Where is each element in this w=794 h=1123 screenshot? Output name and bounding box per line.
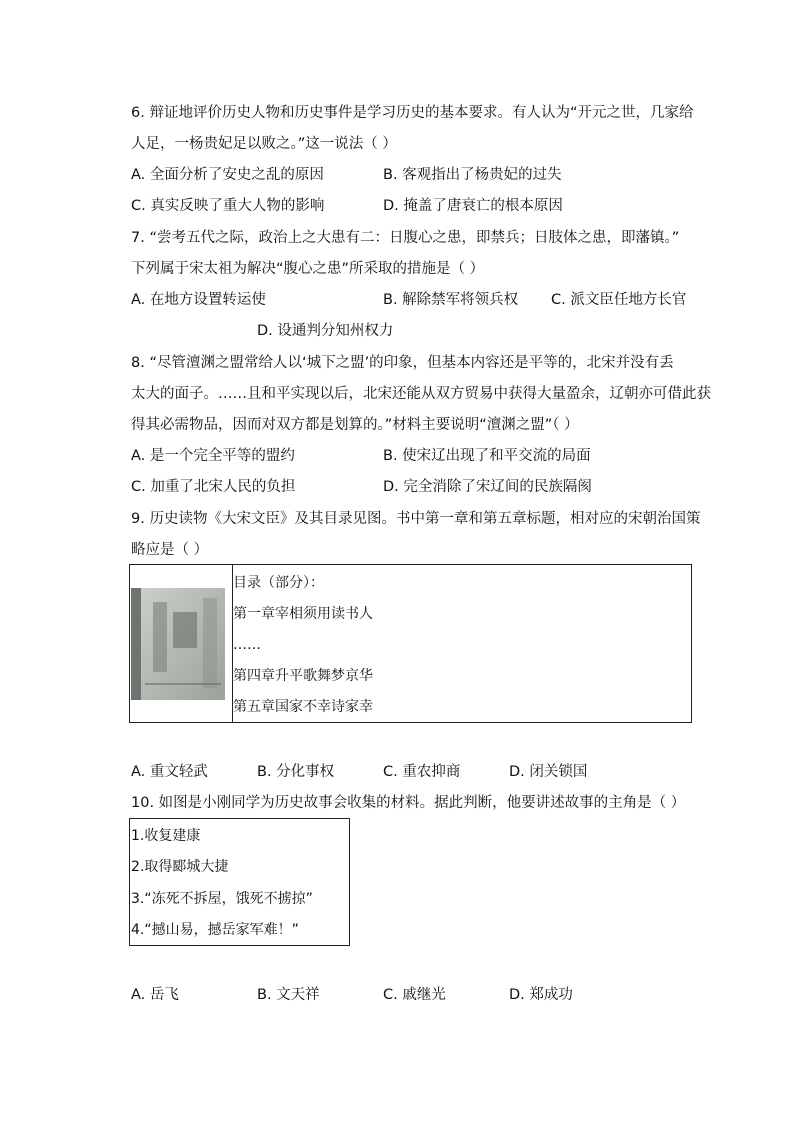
q7-option-b[interactable]: B. 解除禁军将领兵权 <box>383 292 519 308</box>
q9-stem-line2: 略应是（ ） <box>131 542 209 558</box>
q6-stem-line2: 人足，一杨贵妃足以败之。”这一说法（ ） <box>131 136 397 152</box>
q6-option-d[interactable]: D. 掩盖了唐衰亡的根本原因 <box>383 198 563 214</box>
q8-option-c[interactable]: C. 加重了北宋人民的负担 <box>131 479 296 495</box>
q6-option-b[interactable]: B. 客观指出了杨贵妃的过失 <box>383 167 562 183</box>
toc-chapter-1: 第一章宰相须用读书人 <box>233 606 373 622</box>
q9-option-c[interactable]: C. 重农抑商 <box>383 764 461 780</box>
q8-stem-line3: 得其必需物品，因而对双方都是划算的。”材料主要说明“澶渊之盟”（ ） <box>131 417 579 433</box>
q8-option-d[interactable]: D. 完全消除了宋辽间的民族隔阂 <box>383 479 592 495</box>
q9-stem-line1: 9. 历史读物《大宋文臣》及其目录见图。书中第一章和第五章标题，相对应的宋朝治国策 <box>131 511 701 527</box>
book-cover-icon <box>131 588 225 700</box>
q9-option-a[interactable]: A. 重文轻武 <box>131 764 208 780</box>
q10-option-b[interactable]: B. 文天祥 <box>257 987 320 1003</box>
toc-chapter-4: 第四章升平歌舞梦京华 <box>233 668 373 684</box>
q7-stem-line2: 下列属于宋太祖为解决“腹心之患”所采取的措施是（ ） <box>131 261 485 277</box>
q10-option-a[interactable]: A. 岳飞 <box>131 987 179 1003</box>
q7-stem-line1: 7. “尝考五代之际，政治上之大患有二：日腹心之患，即禁兵；日肢体之患，即藩镇。” <box>131 230 680 246</box>
material-2: 2.取得郾城大捷 <box>131 859 229 875</box>
q6-option-c[interactable]: C. 真实反映了重大人物的影响 <box>131 198 325 214</box>
q9-option-d[interactable]: D. 闭关锁国 <box>509 764 588 780</box>
q8-option-a[interactable]: A. 是一个完全平等的盟约 <box>131 448 295 464</box>
material-4: 4.“撼山易，撼岳家军难！” <box>131 922 299 938</box>
material-3: 3.“冻死不拆屋，饿死不掳掠” <box>131 891 313 907</box>
q9-option-b[interactable]: B. 分化事权 <box>257 764 335 780</box>
toc-chapter-5: 第五章国家不幸诗家幸 <box>233 699 373 715</box>
q6-option-a[interactable]: A. 全面分析了安史之乱的原因 <box>131 167 324 183</box>
q10-option-c[interactable]: C. 戚继光 <box>383 987 446 1003</box>
toc-heading: 目录（部分）： <box>233 575 324 591</box>
q7-option-c[interactable]: C. 派文臣任地方长官 <box>551 292 687 308</box>
q7-option-a[interactable]: A. 在地方设置转运使 <box>131 292 266 308</box>
toc-ellipsis: …… <box>233 637 261 653</box>
q6-stem-line1: 6. 辩证地评价历史人物和历史事件是学习历史的基本要求。有人认为“开元之世，几家给 <box>131 105 694 121</box>
book-cover-image <box>131 588 225 700</box>
q10-option-d[interactable]: D. 郑成功 <box>509 987 573 1003</box>
material-1: 1.收复建康 <box>131 828 201 844</box>
q8-stem-line2: 太大的面子。……且和平实现以后，北宋还能从双方贸易中获得大量盈余，辽朝亦可借此获 <box>131 386 711 402</box>
q8-stem-line1: 8. “尽管澶渊之盟常给人以‘城下之盟’的印象，但基本内容还是平等的，北宋并没有丢 <box>131 355 674 371</box>
q8-option-b[interactable]: B. 使宋辽出现了和平交流的局面 <box>383 448 591 464</box>
q7-option-d[interactable]: D. 设通判分知州权力 <box>257 323 394 339</box>
q10-stem-line1: 10. 如图是小刚同学为历史故事会收集的材料。据此判断，他要讲述故事的主角是（ ） <box>131 795 686 811</box>
